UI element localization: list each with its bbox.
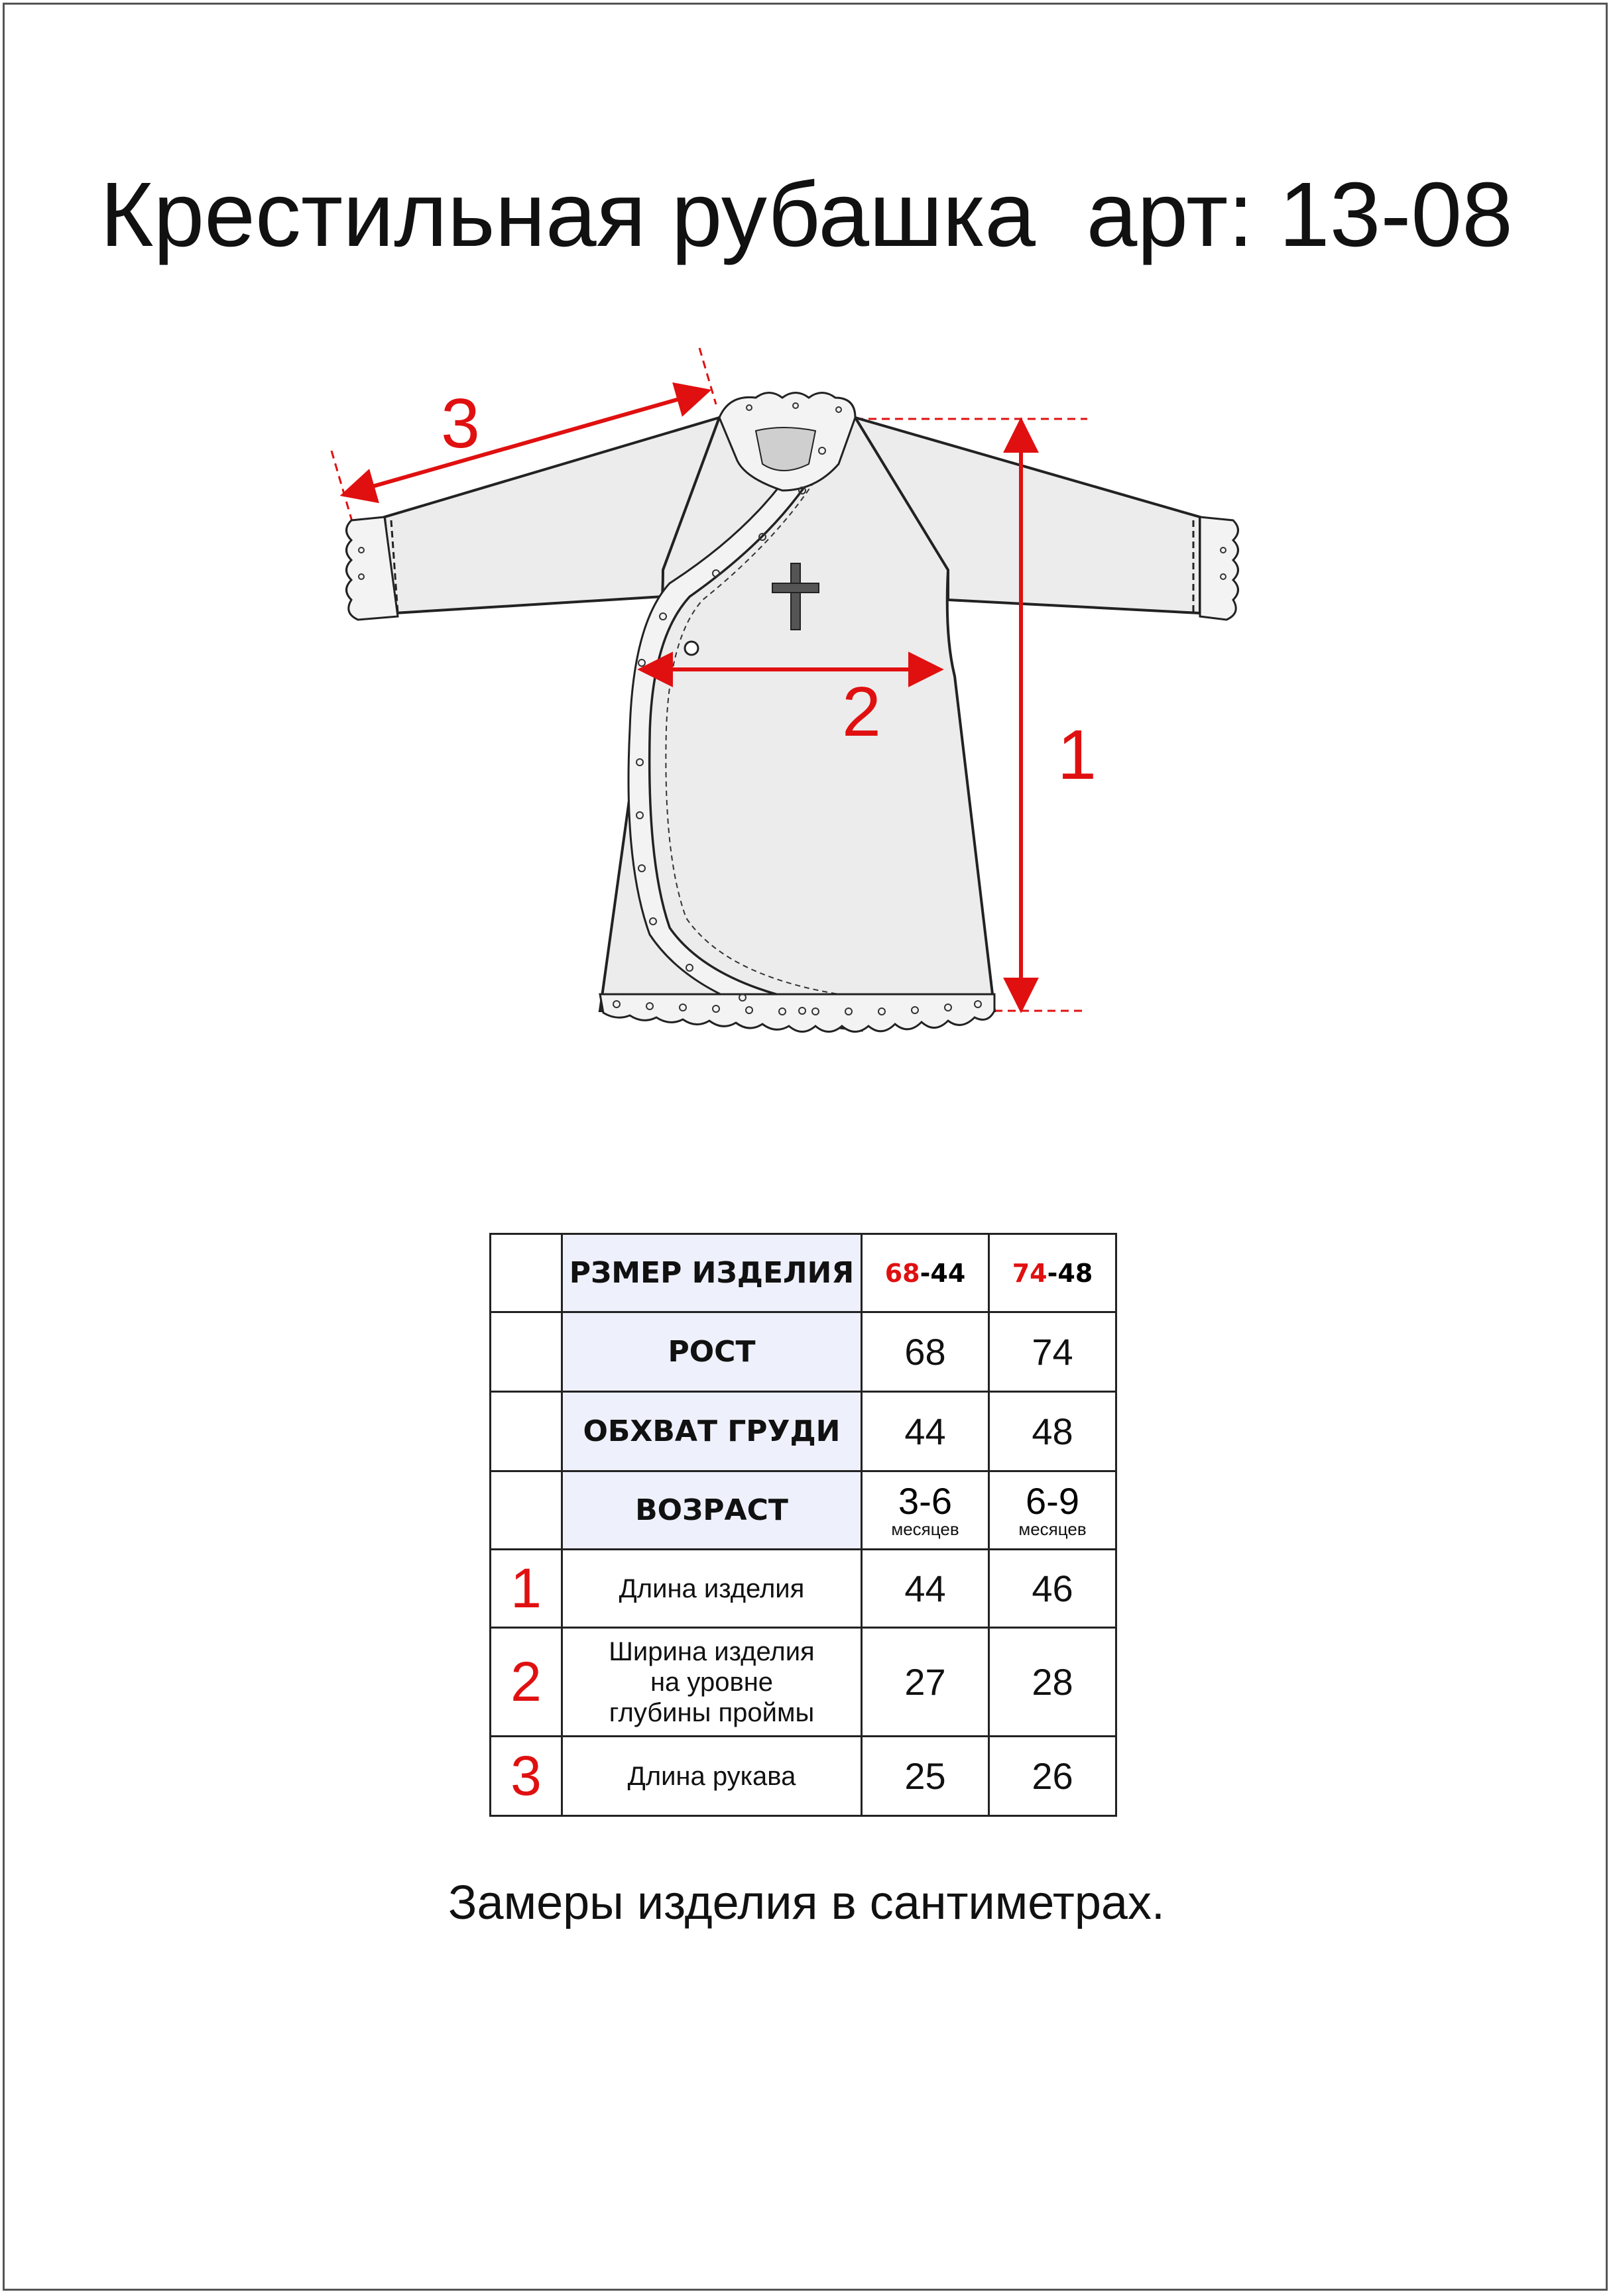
header-size-2: 74-48 [989, 1234, 1116, 1312]
header-size-1: 68-44 [862, 1234, 989, 1312]
table-row: РОСТ 68 74 [491, 1312, 1116, 1392]
right-cuff-lace [1200, 517, 1238, 620]
row-label: Длина изделия [562, 1550, 862, 1628]
row-number: 2 [491, 1628, 562, 1737]
size-table [489, 1233, 1117, 1817]
label-sleeve: 3 [441, 384, 480, 463]
measurement-note: Замеры изделия в сантиметрах. [448, 1876, 1165, 1929]
header-label: РЗМЕР ИЗДЕЛИЯ [562, 1234, 862, 1312]
garment-diagram [0, 0, 1613, 1127]
row-label: Ширина изделия на уровне глубины проймы [562, 1628, 862, 1737]
table-row: 1 Длина изделия 44 46 [491, 1550, 1116, 1628]
label-width: 2 [842, 673, 881, 751]
table-row: ОБХВАТ ГРУДИ 44 48 [491, 1392, 1116, 1471]
row-number: 3 [491, 1737, 562, 1816]
hem-lace [600, 994, 994, 1032]
table-row: ВОЗРАСТ 3-6 месяцев 6-9 месяцев [491, 1471, 1116, 1550]
button-snap [685, 642, 698, 655]
row-label: РОСТ [562, 1312, 862, 1392]
row-number: 1 [491, 1550, 562, 1628]
row-label: Длина рукава [562, 1737, 862, 1816]
page-title: Крестильная рубашка арт: 13-08 [100, 164, 1513, 266]
row-label: ВОЗРАСТ [562, 1471, 862, 1550]
table-row: 2 Ширина изделия на уровне глубины проймы 27 28 [491, 1628, 1116, 1737]
label-length: 1 [1057, 716, 1097, 794]
row-label: ОБХВАТ ГРУДИ [562, 1392, 862, 1471]
table-header-row [491, 1234, 1116, 1312]
table-row: 3 Длина рукава 25 26 [491, 1737, 1116, 1816]
